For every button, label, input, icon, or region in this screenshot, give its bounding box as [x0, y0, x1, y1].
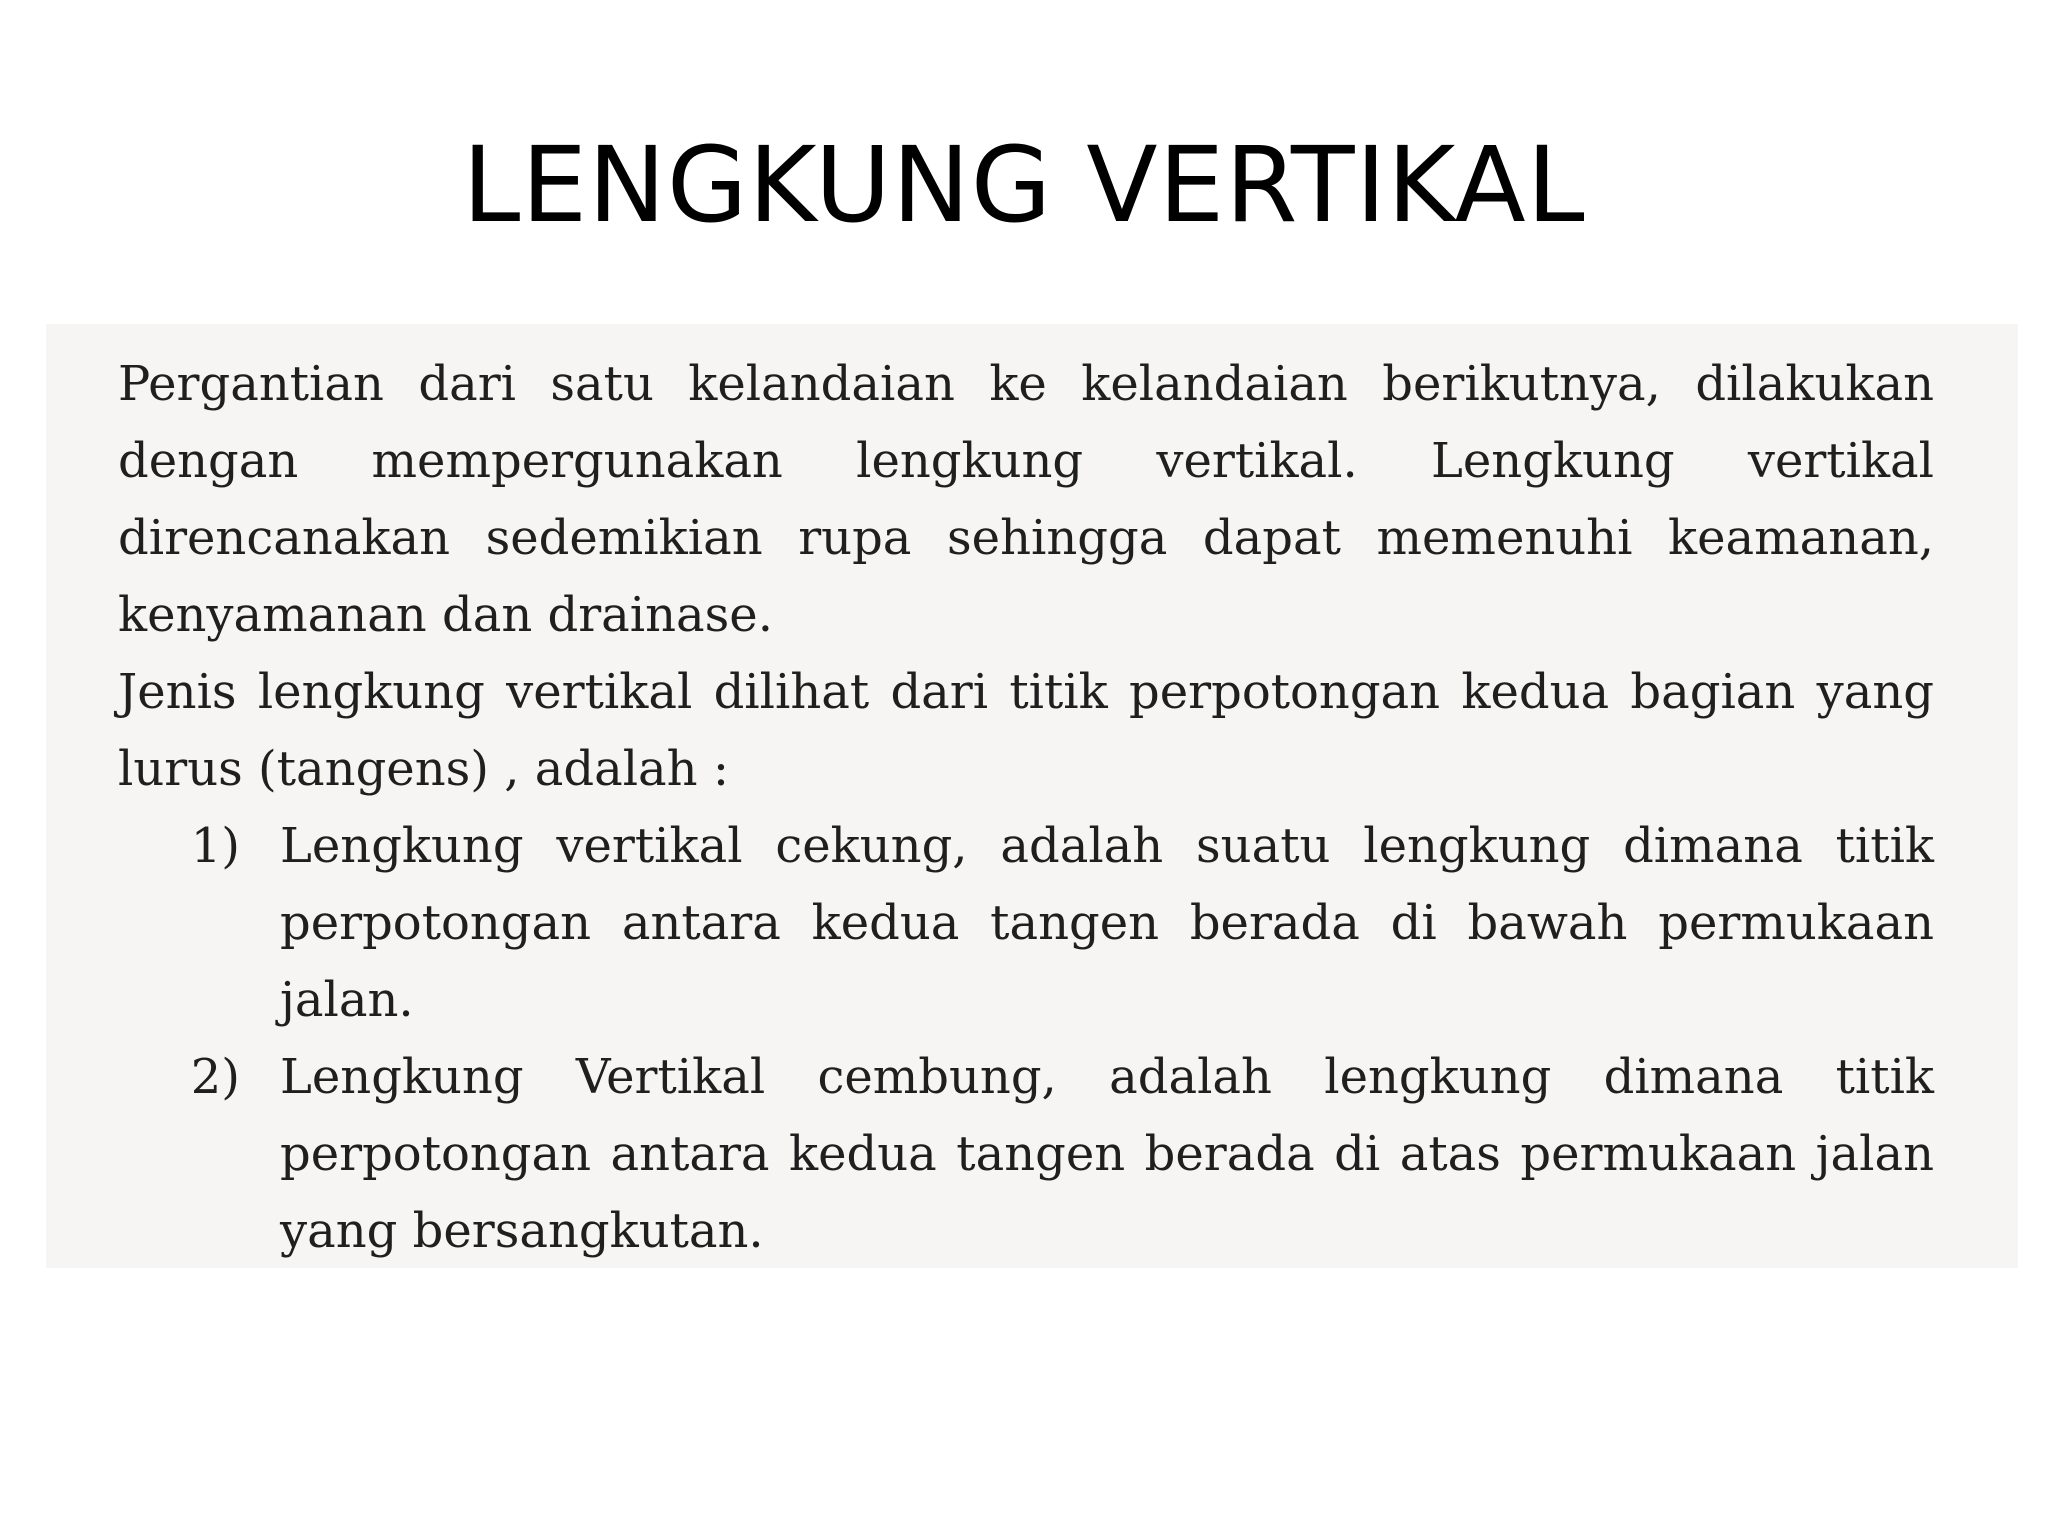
types-list	[118, 808, 1934, 1270]
list-item-text: Lengkung Vertikal cembung, adalah lengkung dimana titik perpotongan antara kedua tangen berada di atas permukaan jalan yang bersangkutan.	[280, 1049, 1934, 1259]
slide-title: LENGKUNG VERTIKAL	[462, 124, 1586, 246]
scanned-text-image	[46, 324, 2018, 1268]
list-item-text: Lengkung vertikal cekung, adalah suatu lengkung dimana titik perpotongan antara kedua tangen berada di bawah permukaan jalan.	[280, 818, 1934, 1028]
list-item-number: 1)	[190, 818, 240, 874]
paragraph-types-intro: Jenis lengkung vertikal dilihat dari titik perpotongan kedua bagian yang lurus (tangens) , adalah :	[118, 664, 1934, 797]
list-item	[118, 808, 1934, 1039]
list-item	[118, 1039, 1934, 1270]
paragraph-definition: Pergantian dari satu kelandaian ke kelandaian berikutnya, dilakukan dengan mempergunakan lengkung vertikal. Lengkung vertikal direncanakan sedemikian rupa sehingga dapat memenuhi keamanan, kenyamanan dan drainase.	[118, 356, 1934, 643]
list-item-number: 2)	[190, 1049, 240, 1105]
